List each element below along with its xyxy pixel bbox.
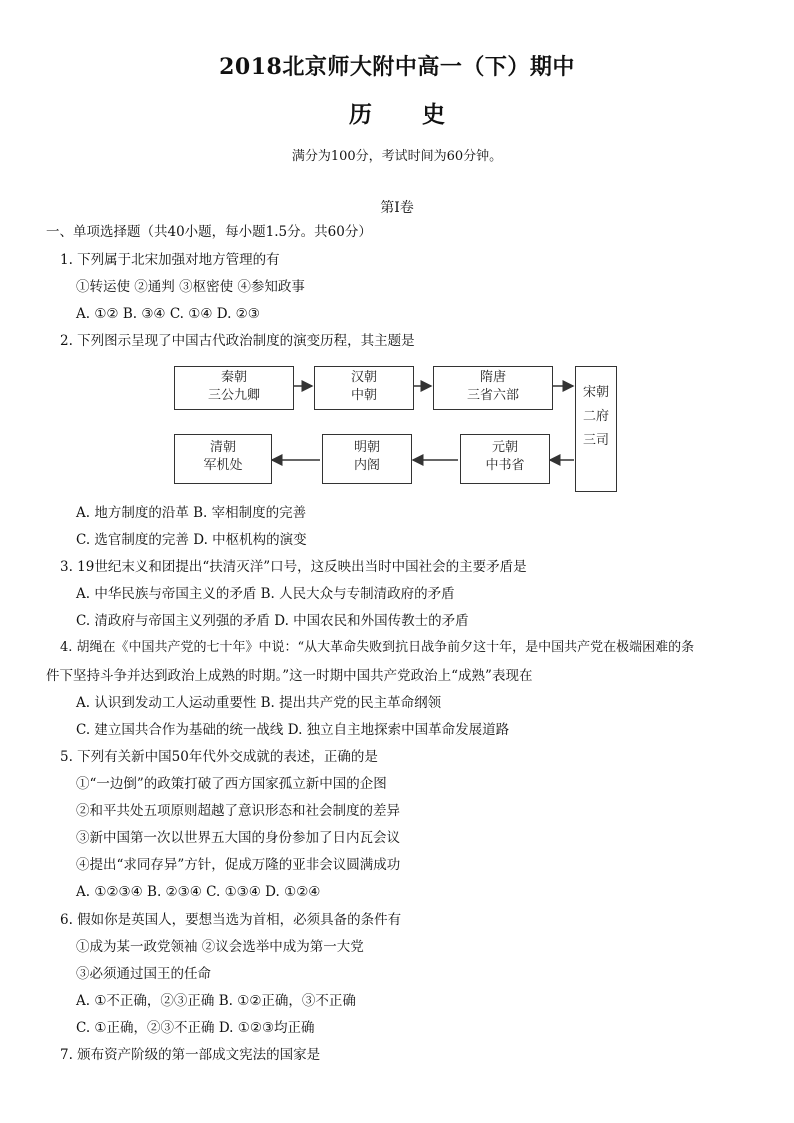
box-qin: 秦朝 三公九卿	[174, 366, 294, 410]
question-6-item-2: ③必须通过国王的任命	[76, 966, 211, 982]
question-2-stem: 2. 下列图示呈现了中国古代政治制度的演变历程，其主题是	[60, 333, 415, 349]
box-qing: 清朝 军机处	[174, 434, 272, 484]
question-5-item-2: ②和平共处五项原则超越了意识形态和社会制度的差异	[76, 803, 400, 819]
question-6-item-1: ①成为某一政党领袖 ②议会选举中成为第一大党	[76, 939, 364, 955]
question-7-stem: 7. 颁布资产阶级的第一部成文宪法的国家是	[60, 1047, 321, 1063]
question-3-options-2: C. 清政府与帝国主义列强的矛盾 D. 中国农民和外国传教士的矛盾	[76, 613, 469, 629]
question-2-options-1: A. 地方制度的沿革 B. 宰相制度的完善	[76, 505, 307, 521]
question-5-options: A. ①②③④ B. ②③④ C. ①③④ D. ①②④	[76, 884, 321, 900]
question-5-item-4: ④提出“求同存异”方针，促成万隆的亚非会议圆满成功	[76, 857, 401, 873]
question-4-stem-cont: 件下坚持斗争并达到政治上成熟的时期。”这一时期中国共产党政治上“成熟”表现在	[46, 668, 533, 684]
page-title: 2018北京师大附中高一（下）期中	[219, 54, 575, 80]
question-1-items: ①转运使 ②通判 ③枢密使 ④参知政事	[76, 279, 305, 295]
question-4-options-1: A. 认识到发动工人运动重要性 B. 提出共产党的民主革命纲领	[76, 695, 442, 711]
subject-char-2: 史	[422, 101, 445, 128]
exam-note: 满分为100分，考试时间为60分钟。	[291, 149, 503, 164]
box-ming: 明朝 内阁	[322, 434, 412, 484]
question-6-stem: 6. 假如你是英国人，要想当选为首相，必须具备的条件有	[60, 912, 402, 928]
box-han: 汉朝 中朝	[314, 366, 414, 410]
question-3-stem: 3. 19世纪末义和团提出“扶清灭洋”口号，这反映出当时中国社会的主要矛盾是	[60, 559, 527, 575]
question-3-options-1: A. 中华民族与帝国主义的矛盾 B. 人民大众与专制清政府的矛盾	[76, 586, 455, 602]
section-title: 一、单项选择题（共40小题，每小题1.5分。共60分）	[46, 224, 372, 240]
question-2-options-2: C. 选官制度的完善 D. 中枢机构的演变	[76, 532, 307, 548]
question-5-item-3: ③新中国第一次以世界五大国的身份参加了日内瓦会议	[76, 830, 400, 846]
box-suitang: 隋唐 三省六部	[433, 366, 553, 410]
subject-title	[0, 96, 794, 129]
question-4-options-2: C. 建立国共合作为基础的统一战线 D. 独立自主地探索中国革命发展道路	[76, 722, 510, 738]
question-4-stem: 4. 胡绳在《中国共产党的七十年》中说：“从大革命失败到抗日战争前夕这十年，是中国共产党在极端困难的条	[60, 640, 695, 655]
box-song: 宋朝 二府 三司	[575, 366, 617, 492]
question-1-stem: 1. 下列属于北宋加强对地方管理的有	[60, 252, 280, 268]
question-1-options: A. ①② B. ③④ C. ①④ D. ②③	[76, 306, 260, 322]
volume-label: 第I卷	[380, 200, 414, 216]
subject-char-1: 历	[349, 101, 372, 128]
question-6-options-1: A. ①不正确，②③正确 B. ①②正确，③不正确	[76, 993, 356, 1009]
question-5-stem: 5. 下列有关新中国50年代外交成就的表述，正确的是	[60, 749, 378, 765]
box-yuan: 元朝 中书省	[460, 434, 550, 484]
question-6-options-2: C. ①正确，②③不正确 D. ①②③均正确	[76, 1020, 315, 1036]
question-5-item-1: ①“一边倒”的政策打破了西方国家孤立新中国的企图	[76, 776, 387, 792]
